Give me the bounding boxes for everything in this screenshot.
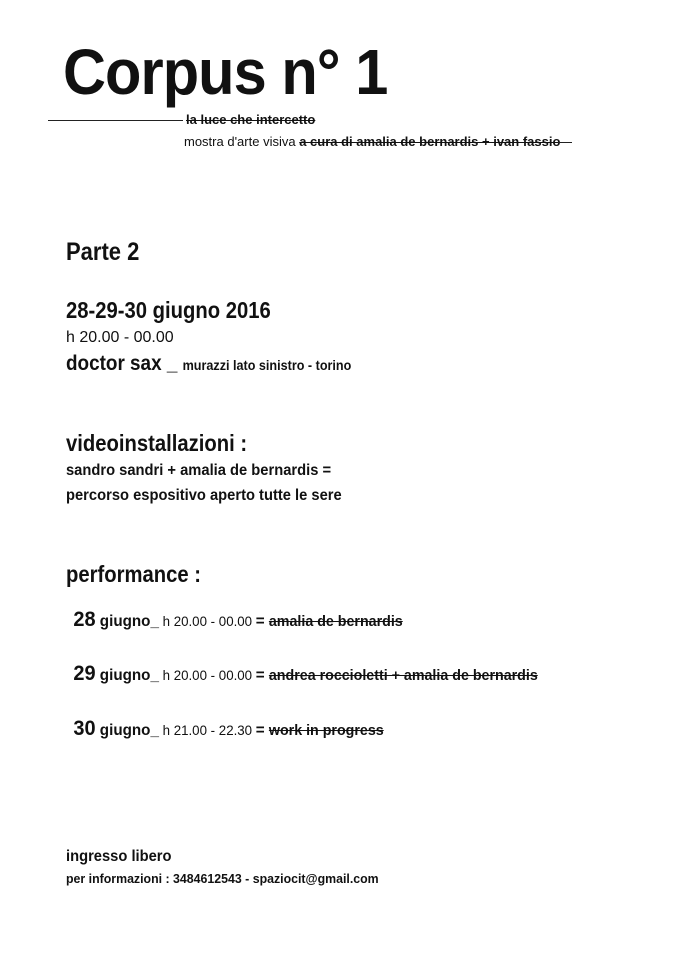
strike-extension [558, 142, 572, 143]
videoinstallations-heading: videoinstallazioni : [66, 430, 248, 456]
subtitle: la luce che intercetto [186, 112, 316, 127]
performance-day: 30 [73, 717, 96, 740]
performance-hours: h 20.00 - 00.00 [158, 613, 256, 629]
subtitle-rule [48, 120, 183, 121]
performance-equals: = [255, 667, 269, 684]
performance-equals: = [255, 613, 269, 630]
venue-name: doctor sax [66, 352, 162, 375]
performance-artist: amalia de bernardis [268, 613, 403, 630]
performance-month: giugno_ [95, 722, 159, 739]
videoinstallations-description: percorso espositivo aperto tutte le sere [66, 487, 342, 504]
contact-info: per informazioni : 3484612543 - spaziocit@gmail.com [66, 871, 379, 886]
venue-line [66, 352, 351, 376]
free-entry: ingresso libero [66, 848, 172, 865]
venue-separator: _ [161, 352, 183, 375]
event-hours: h 20.00 - 00.00 [66, 329, 174, 346]
performance-artist: andrea roccioletti + amalia de bernardis [268, 667, 538, 684]
exhibition-line [184, 134, 572, 149]
performance-month: giugno_ [95, 667, 159, 684]
venue-location: murazzi lato sinistro - torino [182, 357, 352, 373]
performance-artist: work in progress [268, 722, 384, 739]
performance-row [66, 646, 538, 686]
performance-month: giugno_ [95, 613, 159, 630]
performance-hours: h 21.00 - 22.30 [158, 722, 256, 738]
exhibition-prefix: mostra d'arte visiva [184, 134, 296, 149]
event-dates: 28-29-30 giugno 2016 [66, 297, 271, 323]
performance-day: 29 [73, 662, 96, 685]
performance-equals: = [255, 722, 269, 739]
performance-hours: h 20.00 - 00.00 [158, 667, 256, 683]
part-heading: Parte 2 [66, 238, 140, 266]
poster-title: Corpus n° 1 [63, 36, 388, 108]
performance-row [66, 592, 403, 632]
performance-row [66, 701, 384, 741]
performance-heading: performance : [66, 561, 201, 587]
curators: a cura di amalia de bernardis + ivan fassio [299, 134, 572, 149]
performance-day: 28 [73, 608, 96, 631]
videoinstallations-artists: sandro sandri + amalia de bernardis = [66, 462, 332, 479]
